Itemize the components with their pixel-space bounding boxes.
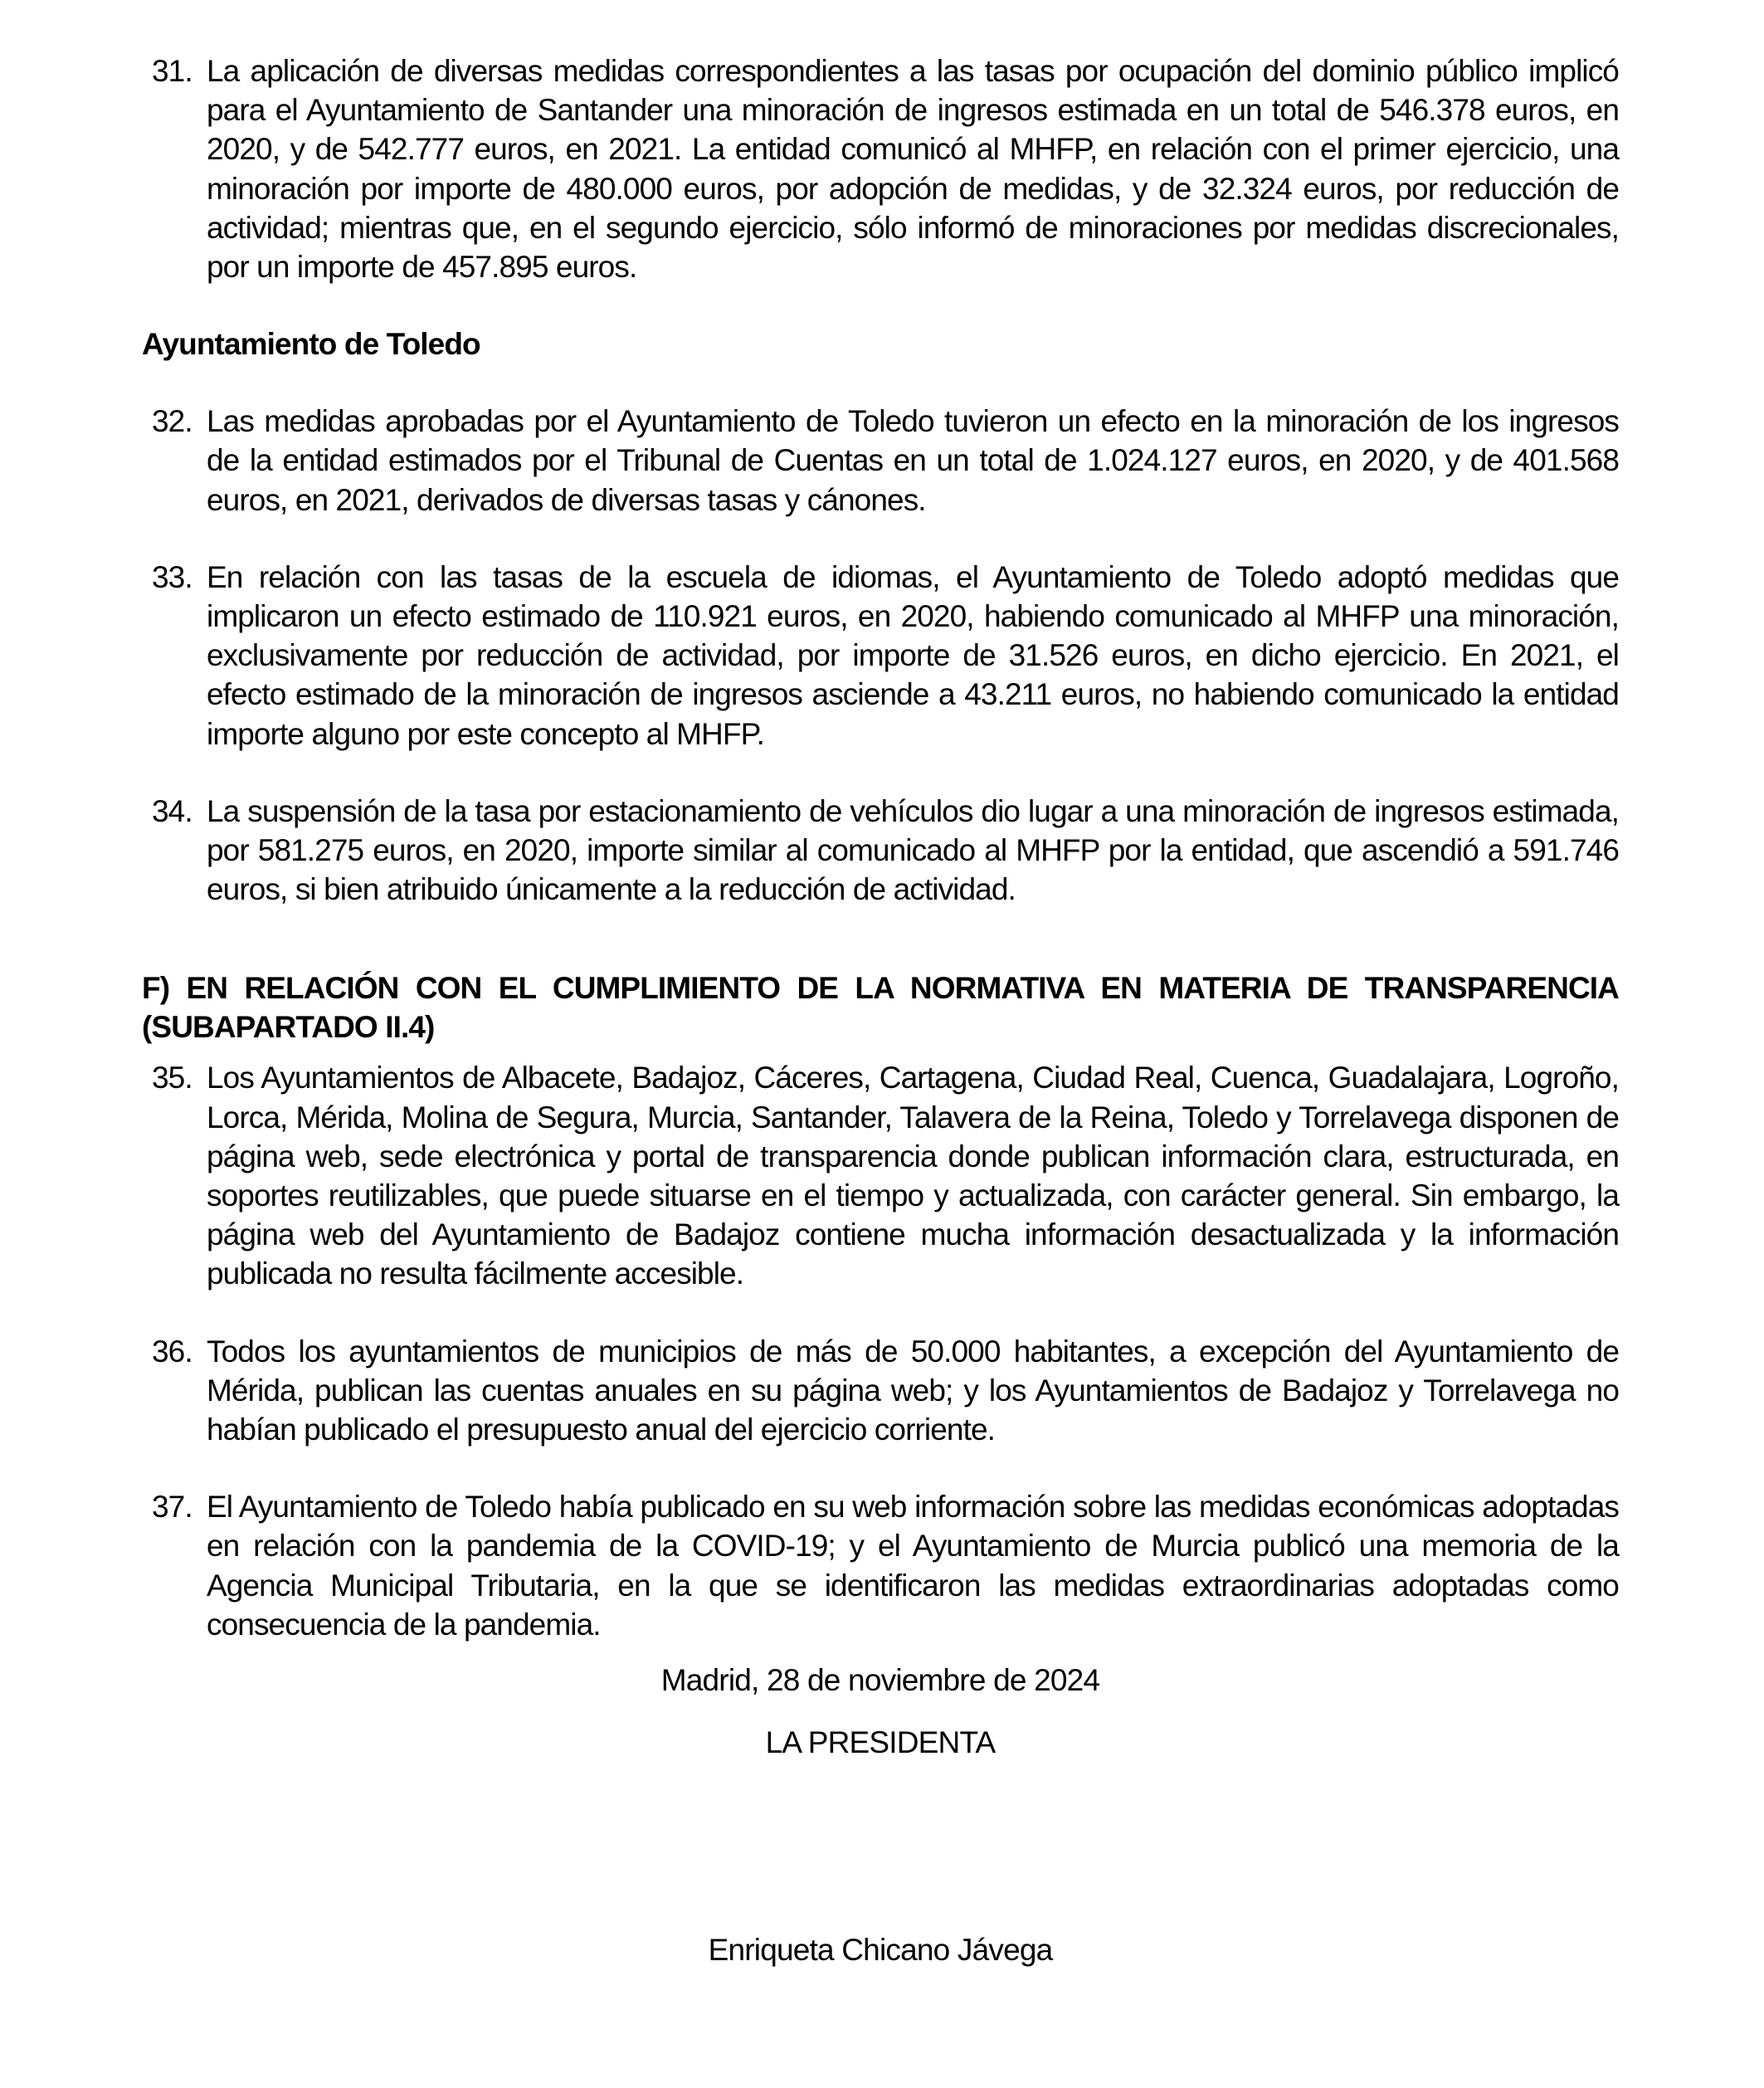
paragraph-32 [142, 402, 1619, 520]
document-page [142, 51, 1619, 1969]
paragraph-34 [142, 792, 1619, 910]
paragraph-number: 33. [152, 559, 192, 594]
paragraph-number: 32. [152, 404, 192, 439]
signatory-title: LA PRESIDENTA [765, 1725, 996, 1760]
paragraph-36 [142, 1332, 1619, 1450]
paragraph-text: La suspensión de la tasa por estacionamiento de vehículos dio lugar a una minoración de ingresos estimada, por 581.275 euros, en 2020, importe similar al comunicado al MHFP por la entidad, que ascendió a 591.746 euros, si bien atribuido únicamente a la reducción de actividad. [207, 793, 1619, 907]
paragraph-text: La aplicación de diversas medidas correspondientes a las tasas por ocupación del dominio público implicó para el Ayuntamiento de Santander una minoración de ingresos estimada en un total de 546.378 euros, en 2020, y de 542.777 euros, en 2021. La entidad comunicó al MHFP, en relación con el primer ejercicio, una minoración por importe de 480.000 euros, por adopción de medidas, y de 32.324 euros, por reducción de actividad; mientras que, en el segundo ejercicio, sólo informó de minoraciones por medidas discrecionales, por un importe de 457.895 euros. [207, 54, 1619, 285]
paragraph-31 [142, 51, 1619, 286]
paragraph-text: El Ayuntamiento de Toledo había publicado en su web información sobre las medidas económicas adoptadas en relación con la pandemia de la COVID-19; y el Ayuntamiento de Murcia publicó una memoria de la Agencia Municipal Tributaria, en la que se identificaron las medidas extraordinarias adoptadas como consecuencia de la pandemia. [207, 1490, 1619, 1642]
paragraph-37 [142, 1487, 1619, 1644]
paragraph-number: 34. [152, 793, 192, 828]
paragraph-number: 37. [152, 1490, 192, 1525]
subheading-toledo: Ayuntamiento de Toledo [142, 327, 480, 362]
signatory-name: Enriqueta Chicano Jávega [708, 1933, 1053, 1968]
paragraph-text: En relación con las tasas de la escuela de idiomas, el Ayuntamiento de Toledo adoptó medidas que implicaron un efecto estimado de 110.921 euros, en 2020, habiendo comunicado al MHFP una minoración, exclusivamente por reducción de actividad, por importe de 31.526 euros, en dicho ejercicio. En 2021, el efecto estimado de la minoración de ingresos asciende a 43.211 euros, no habiendo comunicado la entidad importe alguno por este concepto al MHFP. [207, 559, 1619, 751]
paragraph-number: 35. [152, 1061, 192, 1095]
paragraph-number: 36. [152, 1334, 192, 1368]
place-date: Madrid, 28 de noviembre de 2024 [660, 1663, 1100, 1698]
paragraph-text: Los Ayuntamientos de Albacete, Badajoz, Cáceres, Cartagena, Ciudad Real, Cuenca, Guadalajara, Logroño, Lorca, Mérida, Molina de Segura, Murcia, Santander, Talavera de la Reina, Toledo y Torrelavega disponen de página web, sede electrónica y portal de transparencia donde publican información clara, estructurada, en soportes reutilizables, que puede situarse en el tiempo y actualizada, con carácter general. Sin embargo, la página web del Ayuntamiento de Badajoz contiene mucha información desactualizada y la información publicada no resulta fácilmente accesible. [207, 1061, 1619, 1291]
paragraph-text: Las medidas aprobadas por el Ayuntamiento de Toledo tuvieron un efecto en la minoración de los ingresos de la entidad estimados por el Tribunal de Cuentas en un total de 1.024.127 euros, en 2020, y de 401.568 euros, en 2021, derivados de diversas tasas y cánones. [207, 404, 1619, 517]
section-heading-f: F) EN RELACIÓN CON EL CUMPLIMIENTO DE LA NORMATIVA EN MATERIA DE TRANSPARENCIA (SUBAPARTADO II.4) [142, 971, 1619, 1045]
paragraph-number: 31. [152, 54, 192, 88]
paragraph-33 [142, 558, 1619, 754]
paragraph-text: Todos los ayuntamientos de municipios de más de 50.000 habitantes, a excepción del Ayuntamiento de Mérida, publican las cuentas anuales en su página web; y los Ayuntamientos de Badajoz y Torrelavega no habían publicado el presupuesto anual del ejercicio corriente. [207, 1334, 1619, 1447]
paragraph-35 [142, 1058, 1619, 1293]
